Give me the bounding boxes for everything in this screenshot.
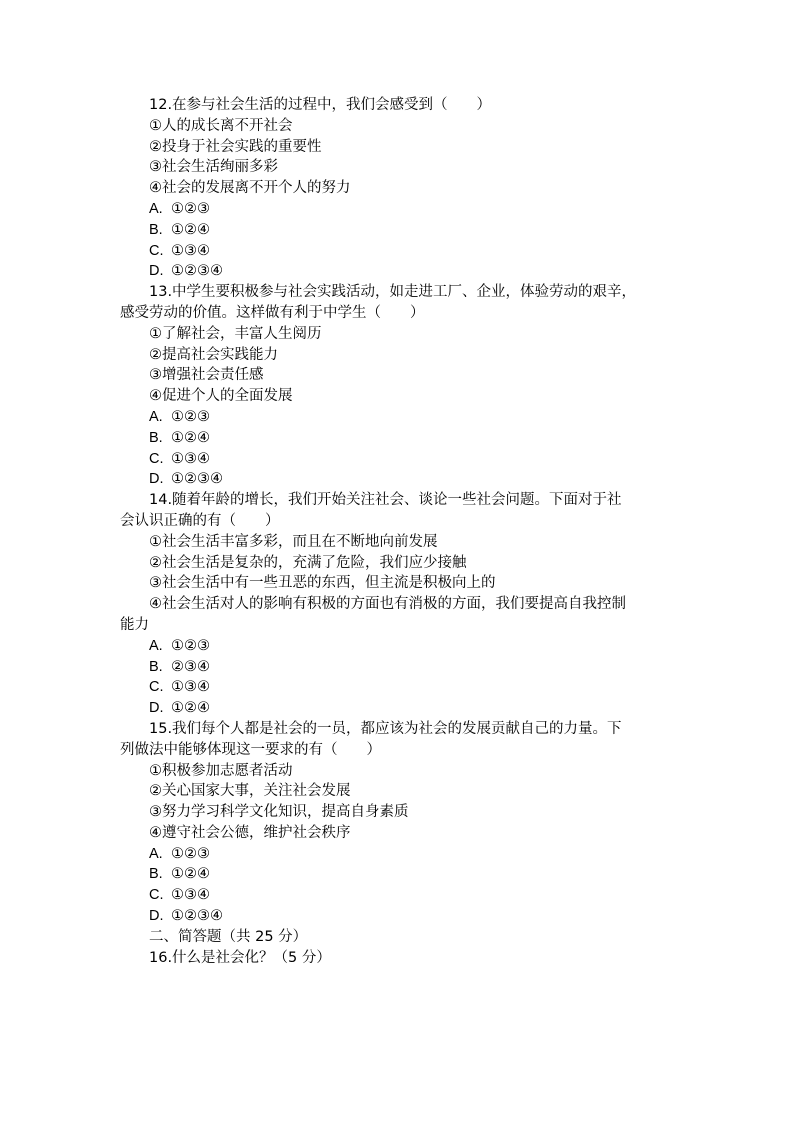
option-letter: D.: [149, 700, 164, 717]
statement-item: ②社会生活是复杂的，充满了危险，我们应少接触: [149, 554, 467, 571]
option-d: [120, 469, 680, 490]
question-stem: 15.我们每个人都是社会的一员，都应该为社会的发展贡献自己的力量。下: [149, 720, 622, 737]
option-text: ①③④: [171, 242, 210, 259]
option-letter: A.: [149, 408, 163, 425]
statement-item: ②投身于社会实践的重要性: [149, 138, 322, 155]
option-text: ①②③: [171, 200, 210, 217]
option-text: ①②③: [171, 637, 210, 654]
statement-item-continued: 能力: [120, 616, 149, 633]
option-b: [120, 864, 680, 885]
option-d: [120, 698, 680, 719]
exam-page: [120, 95, 680, 968]
option-c: [120, 885, 680, 906]
option-b: [120, 657, 680, 678]
statement-item: ④社会的发展离不开个人的努力: [149, 180, 351, 197]
section-heading: 二、简答题（共 25 分）: [149, 928, 308, 945]
statement-item: ①了解社会，丰富人生阅历: [149, 325, 322, 342]
option-text: ①②③: [171, 845, 210, 862]
option-letter: A.: [149, 845, 163, 862]
option-letter: C.: [149, 450, 164, 467]
option-letter: A.: [149, 200, 163, 217]
question-stem: 14.随着年龄的增长，我们开始关注社会、谈论一些社会问题。下面对于社: [149, 492, 622, 509]
option-c: [120, 241, 680, 262]
option-d: [120, 906, 680, 927]
statement-item: ④社会生活对人的影响有积极的方面也有消极的方面，我们要提高自我控制: [149, 596, 626, 613]
option-text: ①③④: [171, 887, 210, 904]
option-text: ①②③④: [171, 263, 223, 280]
option-letter: C.: [149, 679, 164, 696]
option-text: ①②④: [171, 866, 210, 883]
option-a: [120, 199, 680, 220]
question-stem-continued: 列做法中能够体现这一要求的有（ ）: [120, 741, 381, 758]
option-letter: A.: [149, 637, 163, 654]
statement-item: ③增强社会责任感: [149, 367, 264, 384]
statement-item: ②关心国家大事，关注社会发展: [149, 783, 351, 800]
question-stem-continued: 感受劳动的价值。这样做有利于中学生（ ）: [120, 304, 425, 321]
question-stem-continued: 会认识正确的有（ ）: [120, 512, 280, 529]
option-text: ①②③④: [171, 471, 223, 488]
option-letter: D.: [149, 263, 164, 280]
option-b: [120, 220, 680, 241]
option-c: [120, 677, 680, 698]
option-text: ①②④: [171, 221, 210, 238]
option-letter: B.: [149, 658, 163, 675]
option-letter: D.: [149, 471, 164, 488]
statement-item: ①人的成长离不开社会: [149, 117, 293, 134]
option-text: ①③④: [171, 679, 210, 696]
option-c: [120, 449, 680, 470]
option-a: [120, 636, 680, 657]
option-text: ①②④: [171, 700, 210, 717]
option-d: [120, 261, 680, 282]
option-text: ①②③: [171, 408, 210, 425]
statement-item: ④促进个人的全面发展: [149, 388, 293, 405]
option-letter: B.: [149, 429, 163, 446]
option-text: ②③④: [171, 658, 210, 675]
statement-item: ③社会生活绚丽多彩: [149, 159, 278, 176]
statement-item: ④遵守社会公德，维护社会秩序: [149, 824, 351, 841]
option-letter: B.: [149, 866, 163, 883]
statement-item: ①积极参加志愿者活动: [149, 762, 293, 779]
statement-item: ③社会生活中有一些丑恶的东西，但主流是积极向上的: [149, 575, 496, 592]
statement-item: ③努力学习科学文化知识，提高自身素质: [149, 804, 409, 821]
question-13: [120, 282, 680, 490]
option-letter: C.: [149, 887, 164, 904]
statement-item: ①社会生活丰富多彩，而且在不断地向前发展: [149, 533, 438, 550]
option-text: ①②④: [171, 429, 210, 446]
question-12: [120, 95, 680, 282]
question-16: 16.什么是社会化？（5 分）: [149, 949, 331, 966]
option-letter: B.: [149, 221, 163, 238]
question-14: [120, 490, 680, 719]
option-letter: C.: [149, 242, 164, 259]
question-stem: 13.中学生要积极参与社会实践活动，如走进工厂、企业，体验劳动的艰辛，: [149, 284, 637, 301]
option-text: ①③④: [171, 450, 210, 467]
option-b: [120, 428, 680, 449]
question-15: [120, 719, 680, 927]
option-letter: D.: [149, 908, 164, 925]
option-a: [120, 407, 680, 428]
statement-item: ②提高社会实践能力: [149, 346, 278, 363]
question-stem: 12.在参与社会生活的过程中，我们会感受到（ ）: [149, 97, 492, 113]
option-text: ①②③④: [171, 908, 223, 925]
option-a: [120, 844, 680, 865]
